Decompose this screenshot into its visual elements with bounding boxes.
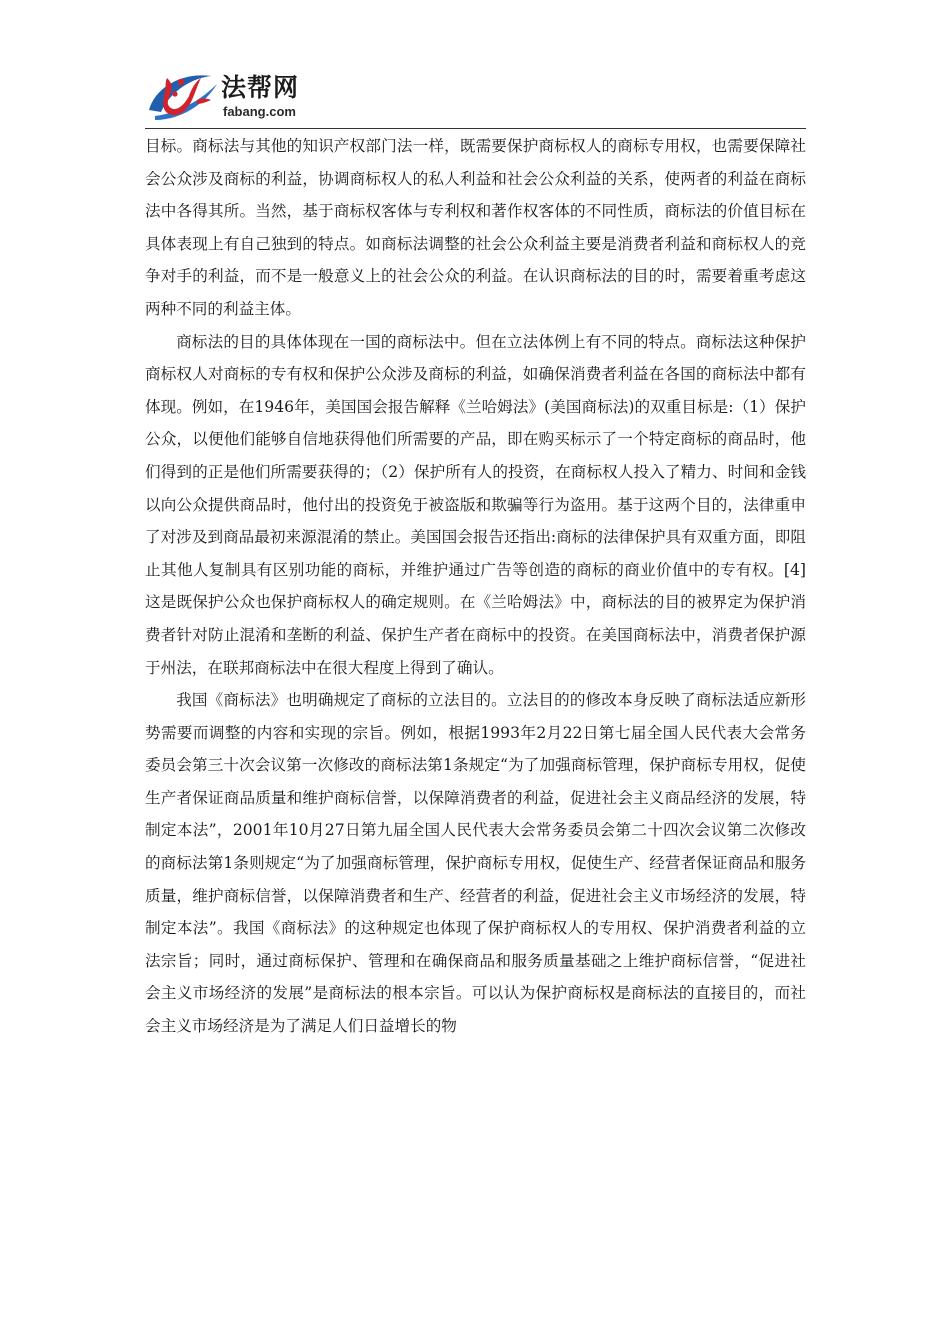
paragraph-2: 商标法的目的具体体现在一国的商标法中。但在立法体例上有不同的特点。商标法这种保护商标权人对商标的专有权和保护公众涉及商标的利益，如确保消费者利益在各国的商标法中都有体现。例如，在1946年，美国国会报告解释《兰哈姆法》(美国商标法)的双重目标是:（1）保护公众，以便他们能够自信地获得他们所需要的产品，即在购买标示了一个特定商标的商品时，他们得到的正是他们所需要获得的；（2）保护所有人的投资，在商标权人投入了精力、时间和金钱以向公众提供商品时，他付出的投资免于被盗版和欺骗等行为盗用。基于这两个目的，法律重申了对涉及到商品最初来源混淆的禁止。美国国会报告还指出:商标的法律保护具有双重方面，即阻止其他人复制具有区别功能的商标，并维护通过广告等创造的商标的商业价值中的专有权。[4]这是既保护公众也保护商标权人的确定规则。在《兰哈姆法》中，商标法的目的被界定为保护消费者针对防止混淆和垄断的利益、保护生产者在商标中的投资。在美国商标法中，消费者保护源于州法，在联邦商标法中在很大程度上得到了确认。 xyxy=(145,332,806,677)
paragraph-1: 目标。商标法与其他的知识产权部门法一样，既需要保护商标权人的商标专用权，也需要保障社会公众涉及商标的利益，协调商标权人的私人利益和社会公众利益的关系，使两者的利益在商标法中各得其所。当然，基于商标权客体与专利权和著作权客体的不同性质，商标法的价值目标在具体表现上有自己独到的特点。如商标法调整的社会公众利益主要是消费者利益和商标权人的竞争对手的利益，而不是一般意义上的社会公众的利益。在认识商标法的目的时，需要着重考虑这两种不同的利益主体。 xyxy=(145,137,806,318)
paragraph-3: 我国《商标法》也明确规定了商标的立法目的。立法目的的修改本身反映了商标法适应新形势需要而调整的内容和实现的宗旨。例如，根据1993年2月22日第七届全国人民代表大会常务委员会第三十次会议第一次修改的商标法第1条规定“为了加强商标管理，保护商标专用权，促使生产者保证商品质量和维护商标信誉，以保障消费者的利益，促进社会主义商品经济的发展，特制定本法”，2001年10月27日第九届全国人民代表大会常务委员会第二十四次会议第二次修改的商标法第1条则规定“为了加强商标管理，保护商标专用权，促使生产、经营者保证商品和服务质量，维护商标信誉，以保障消费者和生产、经营者的利益，促进社会主义市场经济的发展，特制定本法”。我国《商标法》的这种规定也体现了保护商标权人的专用权、保护消费者利益的立法宗旨；同时，通过商标保护、管理和在确保商品和服务质量基础之上维护商标信誉，“促进社会主义市场经济的发展”是商标法的根本宗旨。可以认为保护商标权是商标法的直接目的，而社会主义市场经济是为了满足人们日益增长的物 xyxy=(145,691,806,1036)
logo-domain: fabang.com xyxy=(223,104,296,119)
logo-chinese-name: 法帮网 xyxy=(221,73,300,102)
fabang-logo-icon xyxy=(145,64,223,126)
document-body xyxy=(145,130,806,1043)
header-divider xyxy=(145,128,806,129)
page-header xyxy=(145,64,805,126)
